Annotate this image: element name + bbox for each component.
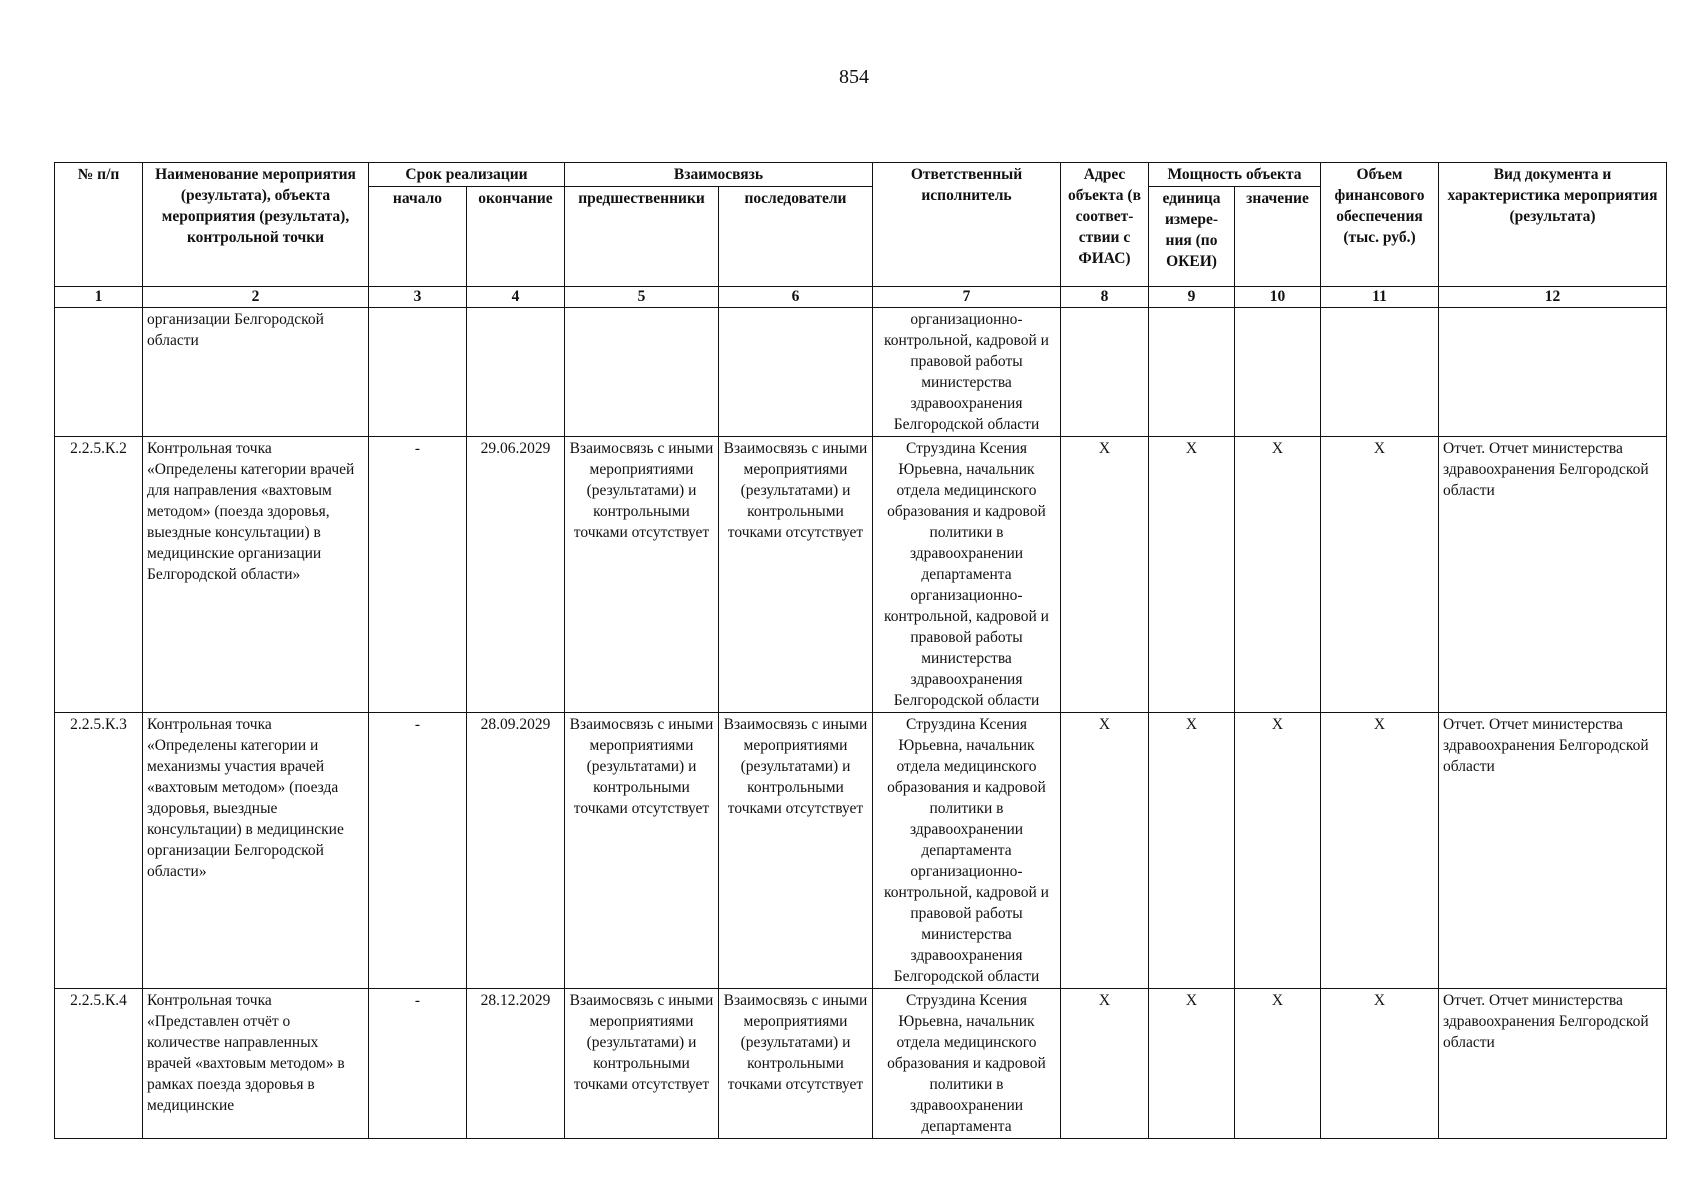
cell-responsible: Струздина Ксения Юрьевна, начальник отдела медицинского образования и кадровой политики в здравоохранении департамента: [873, 989, 1061, 1139]
cell-document: [1439, 308, 1667, 437]
cell-num: 2.2.5.К.4: [55, 989, 143, 1139]
cell-responsible: Струздина Ксения Юрьевна, начальник отдела медицинского образования и кадровой политики в здравоохранении департамента организационно-контрольной, кадровой и правовой работы министерства здравоохранения Белгородской области: [873, 713, 1061, 989]
plan-table: [54, 162, 1667, 1139]
column-number: 10: [1235, 287, 1321, 308]
cell-end: 28.12.2029: [467, 989, 565, 1139]
header-term-end: окончание: [467, 187, 565, 287]
cell-unit: X: [1149, 437, 1235, 713]
cell-responsible: Струздина Ксения Юрьевна, начальник отдела медицинского образования и кадровой политики в здравоохранении департамента организационно-контрольной, кадровой и правовой работы министерства здравоохранения Белгородской области: [873, 437, 1061, 713]
cell-responsible: организационно-контрольной, кадровой и правовой работы министерства здравоохранения Белгородской области: [873, 308, 1061, 437]
cell-finance: X: [1321, 713, 1439, 989]
cell-start: [369, 308, 467, 437]
header-capacity-unit: единица измере-ния (по ОКЕИ): [1149, 187, 1235, 287]
cell-next: [719, 308, 873, 437]
table-row-continuation: [55, 308, 1667, 437]
column-number: 5: [565, 287, 719, 308]
cell-document: Отчет. Отчет министерства здравоохранения Белгородской области: [1439, 437, 1667, 713]
cell-document: Отчет. Отчет министерства здравоохранения Белгородской области: [1439, 989, 1667, 1139]
cell-value: [1235, 308, 1321, 437]
cell-end: 28.09.2029: [467, 713, 565, 989]
cell-name: организации Белгородской области: [143, 308, 369, 437]
column-number: 9: [1149, 287, 1235, 308]
cell-unit: X: [1149, 989, 1235, 1139]
cell-name: Контрольная точка «Представлен отчёт о количестве направленных врачей «вахтовым методом» в рамках поезда здоровья в медицинские: [143, 989, 369, 1139]
cell-address: [1061, 308, 1149, 437]
header-capacity: Мощность объекта: [1149, 163, 1321, 187]
cell-next: Взаимосвязь с иными мероприятиями (результатами) и контрольными точками отсутствует: [719, 437, 873, 713]
cell-num: [55, 308, 143, 437]
cell-start: -: [369, 989, 467, 1139]
header-document: Вид документа и характеристика мероприятия (результата): [1439, 163, 1667, 287]
header-responsible: Ответственный исполнитель: [873, 163, 1061, 287]
table-row: [55, 713, 1667, 989]
cell-finance: [1321, 308, 1439, 437]
cell-prev: Взаимосвязь с иными мероприятиями (результатами) и контрольными точками отсутствует: [565, 437, 719, 713]
cell-address: X: [1061, 989, 1149, 1139]
cell-address: X: [1061, 713, 1149, 989]
cell-name: Контрольная точка «Определены категории врачей для направления «вахтовым методом» (поезда здоровья, выездные консультации) в медицинские организации Белгородской области»: [143, 437, 369, 713]
column-number: 4: [467, 287, 565, 308]
page-number: 854: [839, 66, 869, 88]
column-number: 6: [719, 287, 873, 308]
column-number: 3: [369, 287, 467, 308]
column-number: 7: [873, 287, 1061, 308]
table-row: [55, 437, 1667, 713]
column-number: 8: [1061, 287, 1149, 308]
header-link-next: последователи: [719, 187, 873, 287]
cell-num: 2.2.5.К.2: [55, 437, 143, 713]
cell-finance: X: [1321, 989, 1439, 1139]
cell-end: 29.06.2029: [467, 437, 565, 713]
column-number: 1: [55, 287, 143, 308]
header-address: Адрес объекта (в соответ-ствии с ФИАС): [1061, 163, 1149, 287]
cell-value: X: [1235, 713, 1321, 989]
cell-value: X: [1235, 989, 1321, 1139]
column-number: 12: [1439, 287, 1667, 308]
cell-next: Взаимосвязь с иными мероприятиями (результатами) и контрольными точками отсутствует: [719, 713, 873, 989]
cell-start: -: [369, 713, 467, 989]
cell-start: -: [369, 437, 467, 713]
header-link: Взаимосвязь: [565, 163, 873, 187]
column-number: 11: [1321, 287, 1439, 308]
cell-prev: [565, 308, 719, 437]
header-name: Наименование мероприятия (результата), объекта мероприятия (результата), контрольной точки: [143, 163, 369, 287]
cell-finance: X: [1321, 437, 1439, 713]
header-term: Срок реализации: [369, 163, 565, 187]
cell-prev: Взаимосвязь с иными мероприятиями (результатами) и контрольными точками отсутствует: [565, 713, 719, 989]
header-link-prev: предшественники: [565, 187, 719, 287]
cell-name: Контрольная точка «Определены категории и механизмы участия врачей «вахтовым методом» (поезда здоровья, выездные консультации) в медицинские организации Белгородской области»: [143, 713, 369, 989]
column-number: 2: [143, 287, 369, 308]
header-capacity-value: значение: [1235, 187, 1321, 287]
cell-end: [467, 308, 565, 437]
header-term-start: начало: [369, 187, 467, 287]
table-row: [55, 989, 1667, 1139]
cell-num: 2.2.5.К.3: [55, 713, 143, 989]
cell-value: X: [1235, 437, 1321, 713]
header-finance: Объем финансового обеспечения (тыс. руб.): [1321, 163, 1439, 287]
cell-next: Взаимосвязь с иными мероприятиями (результатами) и контрольными точками отсутствует: [719, 989, 873, 1139]
cell-document: Отчет. Отчет министерства здравоохранения Белгородской области: [1439, 713, 1667, 989]
header-num: № п/п: [55, 163, 143, 287]
cell-unit: [1149, 308, 1235, 437]
cell-unit: X: [1149, 713, 1235, 989]
cell-address: X: [1061, 437, 1149, 713]
cell-prev: Взаимосвязь с иными мероприятиями (результатами) и контрольными точками отсутствует: [565, 989, 719, 1139]
